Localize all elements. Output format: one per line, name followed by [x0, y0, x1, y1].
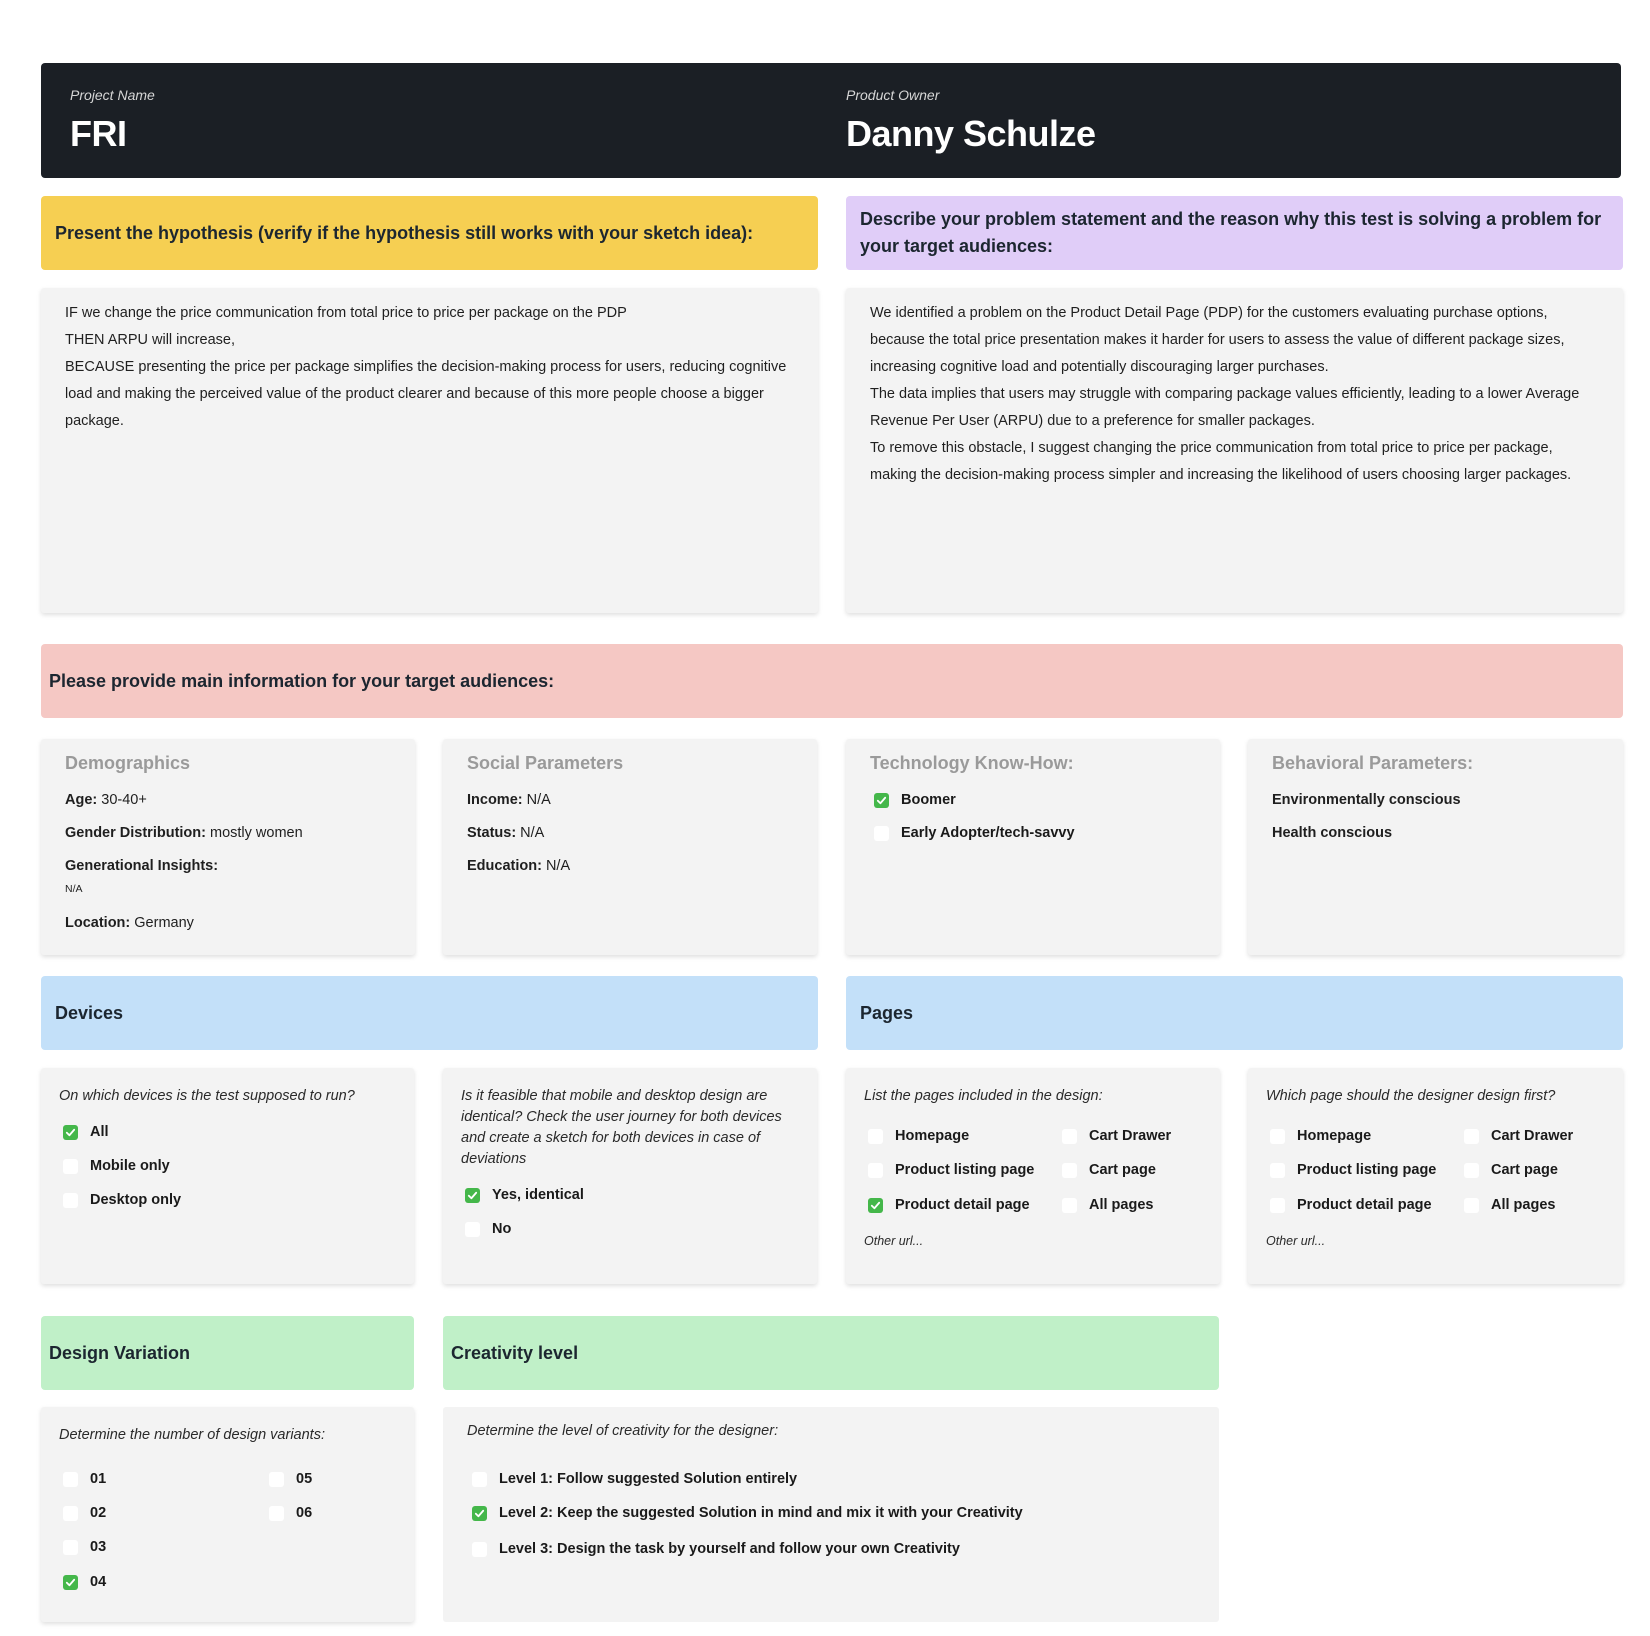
checked-checkbox-icon[interactable] — [868, 1198, 883, 1213]
demographics-title: Demographics — [65, 753, 191, 773]
income-row: Income: N/A — [467, 792, 551, 808]
other-url-input[interactable]: Other url... — [1266, 1234, 1326, 1248]
problem-line: We identified a problem on the Product Detail Page (PDP) for the customers evaluating purchase options, because the total price presentation makes it harder for users to assess the value of different package sizes, increasing cognitive load and potentially discouraging larger purchases. — [870, 305, 1565, 375]
audience-title: Please provide main information for your target audiences: — [49, 670, 555, 691]
project-name-label: Project Name — [70, 87, 155, 103]
unchecked-checkbox-icon[interactable] — [874, 826, 889, 841]
behavior-card — [1248, 739, 1623, 955]
pages-q2: Which page should the designer design first? — [1266, 1088, 1556, 1104]
creativity-title: Creativity level — [451, 1342, 579, 1363]
status-row: Status: N/A — [467, 825, 545, 841]
unchecked-checkbox-icon[interactable] — [269, 1472, 284, 1487]
creativity-q: Determine the level of creativity for the designer: — [467, 1423, 779, 1439]
devices-q2: Is it feasible that mobile and desktop design are identical? Check the user journey for both devices and create a sketch for both devices in case of deviations — [461, 1088, 782, 1167]
unchecked-checkbox-icon[interactable] — [1270, 1129, 1285, 1144]
first-page-option[interactable]: Product listing page — [1270, 1162, 1436, 1178]
unchecked-checkbox-icon[interactable] — [63, 1506, 78, 1521]
unchecked-checkbox-icon[interactable] — [1464, 1198, 1479, 1213]
device-option[interactable]: All — [63, 1124, 109, 1140]
tech-title: Technology Know-How: — [870, 753, 1074, 773]
audience-banner — [41, 644, 1623, 718]
variant-option[interactable]: 05 — [269, 1471, 312, 1487]
unchecked-checkbox-icon[interactable] — [472, 1472, 487, 1487]
hypothesis-line: IF we change the price communication from total price to price per package on the PDP — [65, 305, 627, 321]
age-row: Age: 30-40+ — [65, 792, 147, 808]
page-option[interactable]: Cart Drawer — [1062, 1128, 1171, 1144]
unchecked-checkbox-icon[interactable] — [1464, 1129, 1479, 1144]
tech-card — [846, 739, 1220, 955]
unchecked-checkbox-icon[interactable] — [63, 1159, 78, 1174]
identical-option[interactable]: No — [465, 1221, 511, 1237]
demographics-card — [41, 739, 415, 955]
tech-option[interactable]: Early Adopter/tech-savvy — [874, 825, 1075, 841]
problem-line: The data implies that users may struggle with comparing package values efficiently, leading to a lower Average Revenue Per User (ARPU) due to a preference for smaller packages. — [870, 386, 1580, 429]
hypothesis-title: Present the hypothesis (verify if the hypothesis still works with your sketch idea): — [55, 222, 754, 243]
unchecked-checkbox-icon[interactable] — [1270, 1163, 1285, 1178]
page-option[interactable]: Product listing page — [868, 1162, 1034, 1178]
checked-checkbox-icon[interactable] — [63, 1575, 78, 1590]
page-option[interactable]: Homepage — [868, 1128, 969, 1144]
unchecked-checkbox-icon[interactable] — [1062, 1129, 1077, 1144]
product-owner-label: Product Owner — [846, 87, 940, 103]
design-variation-banner — [41, 1316, 414, 1390]
unchecked-checkbox-icon[interactable] — [269, 1506, 284, 1521]
first-page-option[interactable]: Cart Drawer — [1464, 1128, 1573, 1144]
first-page-option[interactable]: Homepage — [1270, 1128, 1371, 1144]
unchecked-checkbox-icon[interactable] — [63, 1540, 78, 1555]
unchecked-checkbox-icon[interactable] — [1062, 1198, 1077, 1213]
design-variation-q: Determine the number of design variants: — [59, 1427, 325, 1443]
pages-banner — [846, 976, 1623, 1050]
devices-q1-card — [41, 1068, 414, 1284]
variant-option[interactable]: 03 — [63, 1539, 106, 1555]
unchecked-checkbox-icon[interactable] — [868, 1129, 883, 1144]
unchecked-checkbox-icon[interactable] — [63, 1472, 78, 1487]
hypothesis-line: BECAUSE presenting the price per package simplifies the decision-making process for users, reducing cognitive load and making the perceived value of the product clearer and because of this more people choose a bigger package. — [65, 359, 787, 429]
variant-option[interactable]: 02 — [63, 1505, 106, 1521]
device-option[interactable]: Mobile only — [63, 1158, 170, 1174]
generational-label: Generational Insights: — [65, 858, 219, 874]
creativity-option[interactable]: Level 1: Follow suggested Solution entirely — [472, 1471, 797, 1487]
unchecked-checkbox-icon[interactable] — [1464, 1163, 1479, 1178]
generational-value: N/A — [65, 883, 83, 895]
first-page-option[interactable]: Cart page — [1464, 1162, 1558, 1178]
creativity-option[interactable]: Level 2: Keep the suggested Solution in mind and mix it with your Creativity — [472, 1505, 1023, 1521]
variant-option[interactable]: 04 — [63, 1574, 106, 1590]
hypothesis-line: THEN ARPU will increase, — [65, 332, 236, 348]
unchecked-checkbox-icon[interactable] — [1062, 1163, 1077, 1178]
identical-option[interactable]: Yes, identical — [465, 1187, 584, 1203]
tech-option[interactable]: Boomer — [874, 792, 956, 808]
device-option[interactable]: Desktop only — [63, 1192, 181, 1208]
behavior-item: Environmentally conscious — [1272, 792, 1461, 808]
pages-q1: List the pages included in the design: — [864, 1088, 1103, 1104]
gender-row: Gender Distribution: mostly women — [65, 825, 303, 841]
checked-checkbox-icon[interactable] — [472, 1506, 487, 1521]
product-owner-value[interactable]: Danny Schulze — [846, 113, 1096, 154]
first-page-option[interactable]: All pages — [1464, 1197, 1555, 1213]
pages-q1-card — [846, 1068, 1220, 1284]
problem-banner — [846, 196, 1623, 270]
problem-card[interactable] — [846, 288, 1623, 613]
variant-option[interactable]: 01 — [63, 1471, 106, 1487]
unchecked-checkbox-icon[interactable] — [472, 1542, 487, 1557]
unchecked-checkbox-icon[interactable] — [465, 1222, 480, 1237]
location-row: Location: Germany — [65, 915, 194, 931]
design-variation-card — [41, 1407, 414, 1622]
creativity-option[interactable]: Level 3: Design the task by yourself and follow your own Creativity — [472, 1541, 960, 1557]
project-header — [41, 63, 1621, 178]
behavior-title: Behavioral Parameters: — [1272, 753, 1474, 773]
page-option[interactable]: All pages — [1062, 1197, 1153, 1213]
devices-title: Devices — [55, 1002, 124, 1023]
design-variation-title: Design Variation — [49, 1342, 191, 1363]
devices-banner — [41, 976, 818, 1050]
hypothesis-card[interactable] — [41, 288, 818, 613]
pages-title: Pages — [860, 1002, 914, 1023]
pages-q2-card — [1248, 1068, 1623, 1284]
project-name-value[interactable]: FRI — [70, 113, 127, 154]
hypothesis-banner — [41, 196, 818, 270]
checked-checkbox-icon[interactable] — [63, 1125, 78, 1140]
problem-line: To remove this obstacle, I suggest changing the price communication from total price to price per package, making the decision-making process simpler and increasing the likelihood of users choosing larger packages. — [870, 440, 1572, 483]
social-card — [443, 739, 817, 955]
unchecked-checkbox-icon[interactable] — [63, 1193, 78, 1208]
devices-q1: On which devices is the test supposed to run? — [59, 1088, 355, 1104]
creativity-card — [443, 1407, 1219, 1622]
checked-checkbox-icon[interactable] — [874, 793, 889, 808]
variant-option[interactable]: 06 — [269, 1505, 312, 1521]
behavior-item: Health conscious — [1272, 825, 1393, 841]
first-page-option[interactable]: Product detail page — [1270, 1197, 1432, 1213]
problem-title: Describe your problem statement and the reason why this test is solving a problem for your target audiences: — [860, 209, 1602, 256]
education-row: Education: N/A — [467, 858, 571, 874]
page-option[interactable]: Product detail page — [868, 1197, 1030, 1213]
unchecked-checkbox-icon[interactable] — [868, 1163, 883, 1178]
checked-checkbox-icon[interactable] — [465, 1188, 480, 1203]
social-title: Social Parameters — [467, 753, 624, 773]
devices-q2-card — [443, 1068, 817, 1284]
unchecked-checkbox-icon[interactable] — [1270, 1198, 1285, 1213]
creativity-banner — [443, 1316, 1219, 1390]
other-url-input[interactable]: Other url... — [864, 1234, 924, 1248]
page-option[interactable]: Cart page — [1062, 1162, 1156, 1178]
